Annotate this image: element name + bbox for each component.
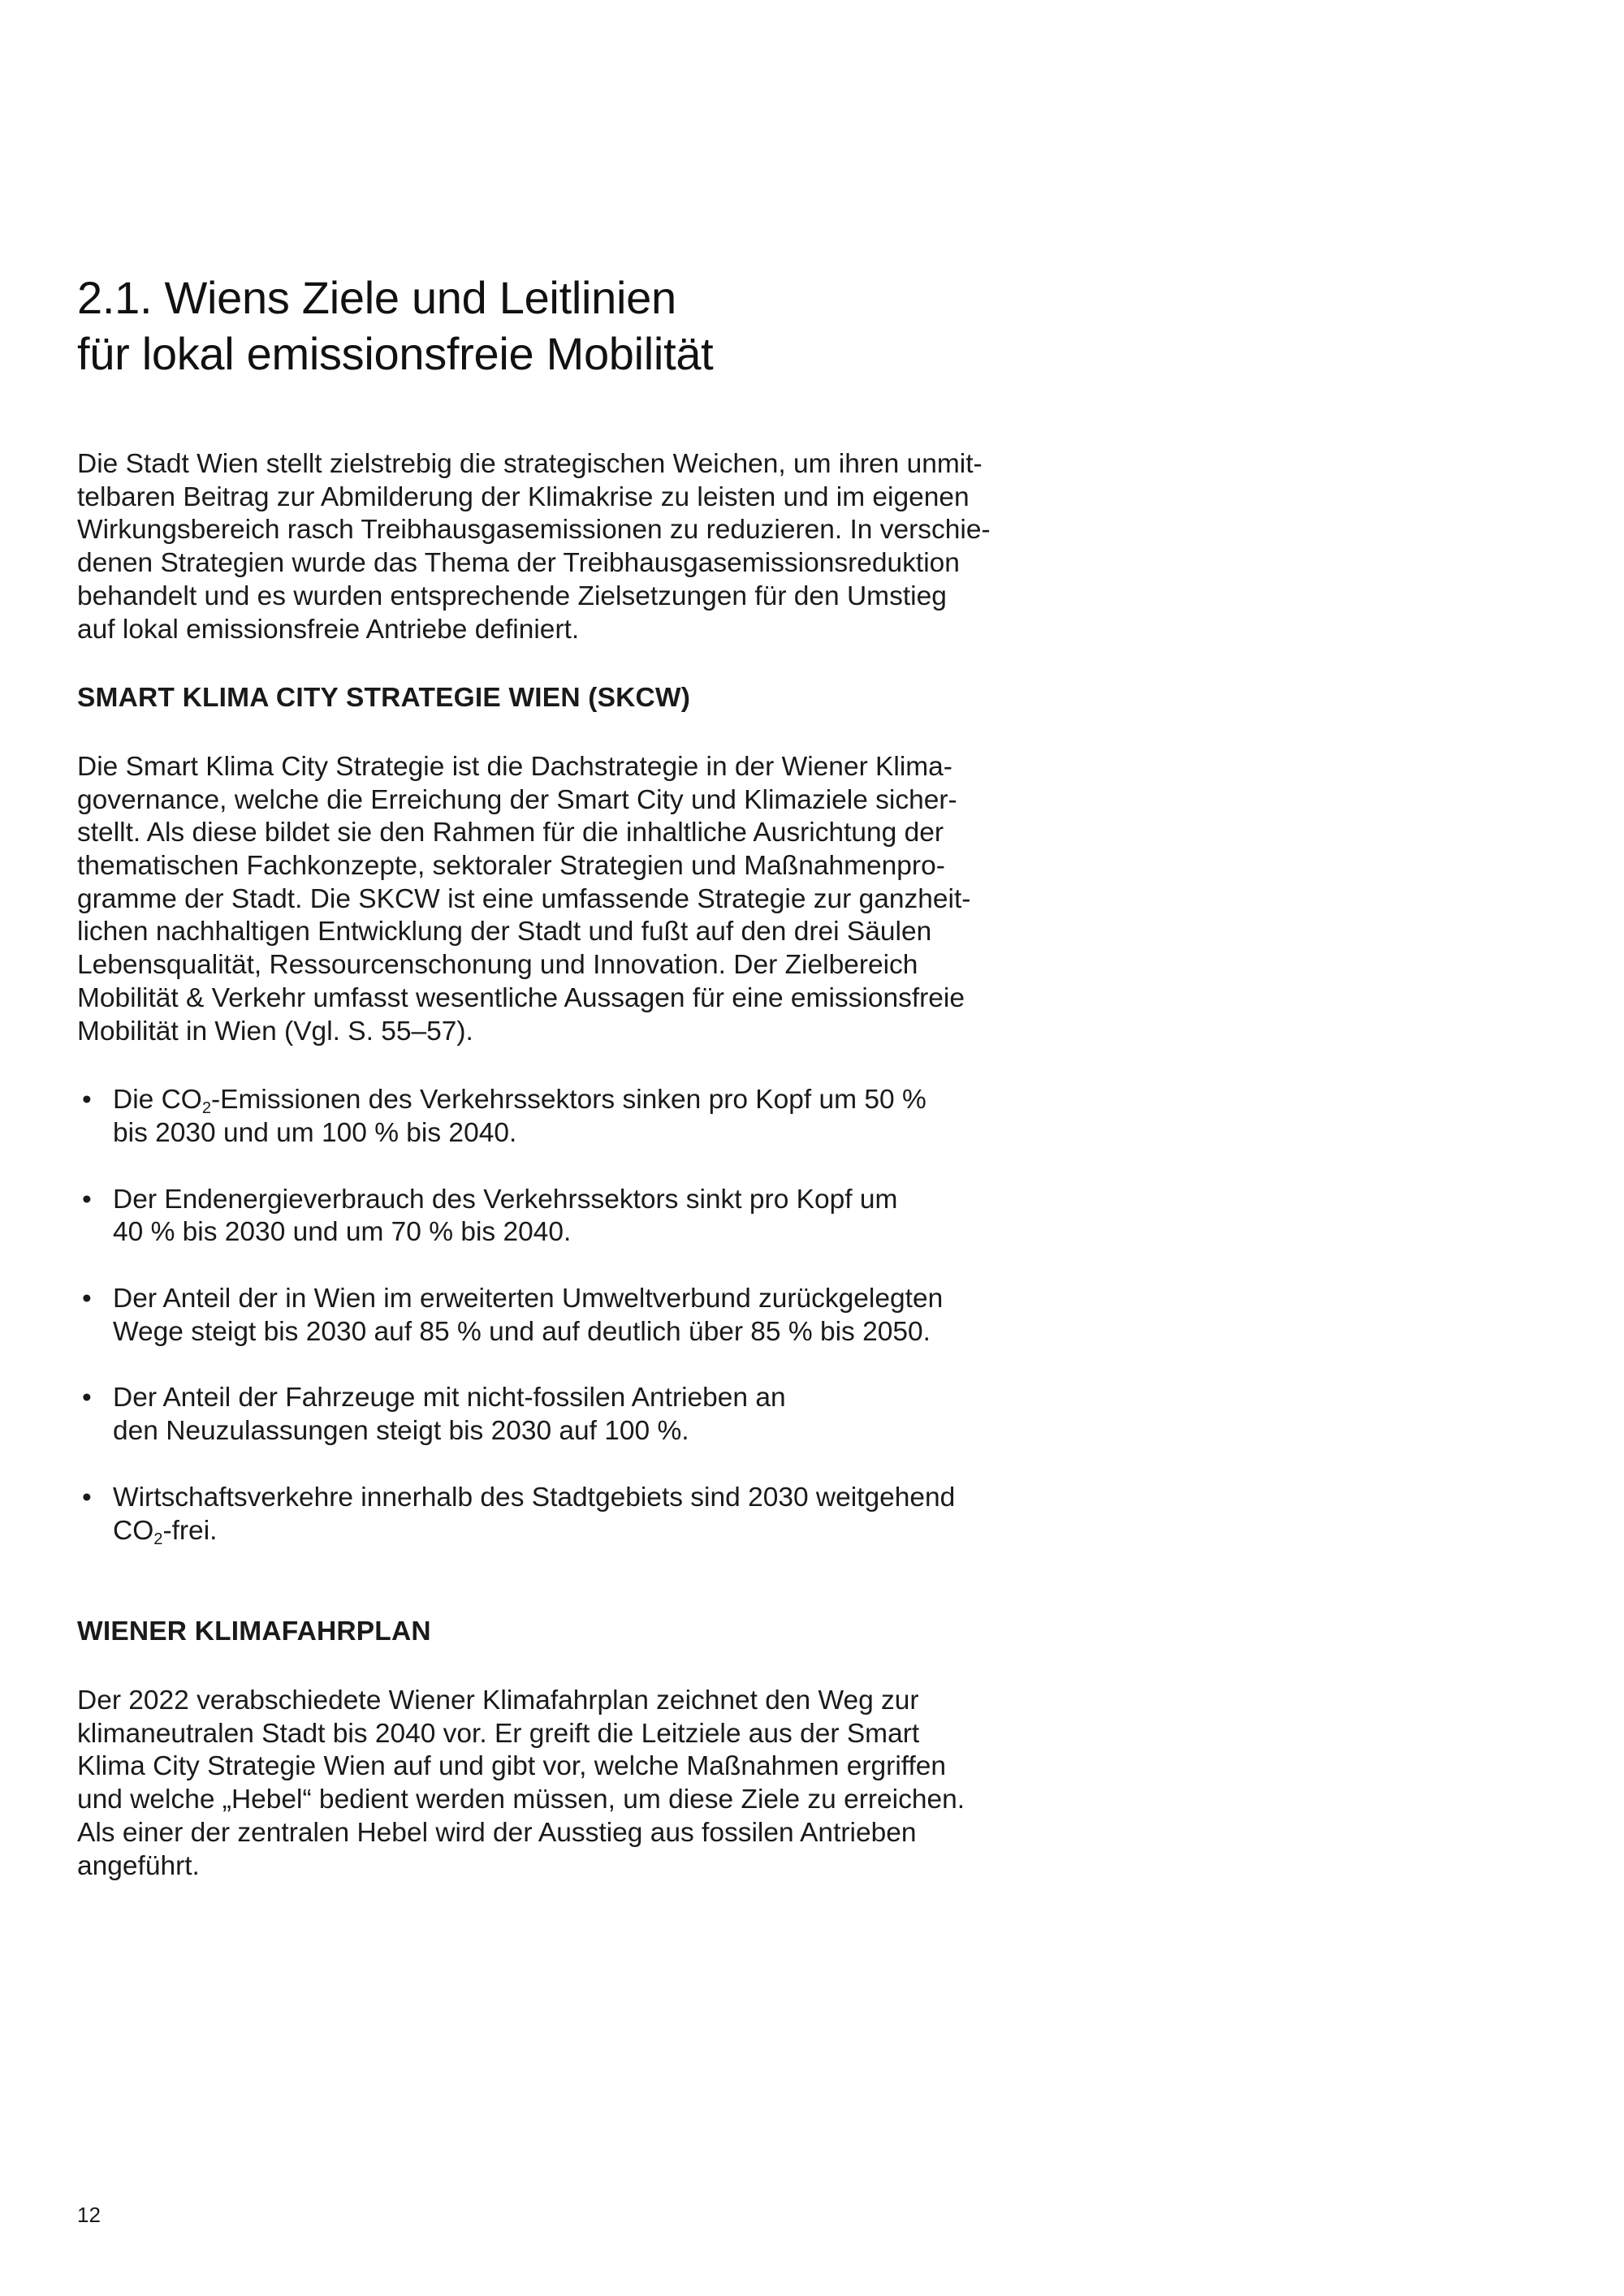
list-item-line: Wirtschaftsverkehre innerhalb des Stadtgebiets sind 2030 weitgehend [113, 1482, 956, 1513]
subscript: 2 [201, 1099, 212, 1118]
skcw-line: Die Smart Klima City Strategie ist die Dachstrategie in der Wiener Klima- [77, 751, 952, 782]
list-item-text: CO [113, 1515, 154, 1546]
bullet-icon: • [82, 1383, 92, 1413]
main-content [77, 448, 1019, 1883]
page-title-line-2: für lokal emissionsfreie Mobilität [77, 328, 714, 379]
bullet-icon: • [82, 1085, 92, 1116]
klimafahrplan-paragraph [77, 1685, 1019, 1883]
skcw-goals-list [77, 1084, 1019, 1547]
klimafahrplan-line: und welche „Hebel“ bedient werden müssen, um diese Ziele zu erreichen. [77, 1785, 965, 1815]
list-item-line: Der Anteil der in Wien im erweiterten Umweltverbund zurückgelegten [113, 1284, 944, 1314]
list-item [77, 1084, 1019, 1150]
klimafahrplan-line: Klima City Strategie Wien auf und gibt vor, welche Maßnahmen ergriffen [77, 1751, 947, 1782]
section-heading-skcw: SMART KLIMA CITY STRATEGIE WIEN (SKCW) [77, 683, 691, 714]
page-title-line-1: 2.1. Wiens Ziele und Leitlinien [77, 272, 676, 323]
list-item-line: Wege steigt bis 2030 auf 85 % und auf deutlich über 85 % bis 2050. [113, 1316, 931, 1347]
intro-line: telbaren Beitrag zur Abmilderung der Klimakrise zu leisten und im eigenen [77, 481, 970, 512]
list-item [77, 1382, 1019, 1448]
page-title [77, 270, 1295, 382]
intro-line: denen Strategien wurde das Thema der Treibhausgasemissionsreduktion [77, 548, 960, 579]
intro-line: auf lokal emissionsfreie Antriebe definiert. [77, 614, 580, 645]
list-item-line: den Neuzulassungen steigt bis 2030 auf 100 %. [113, 1416, 689, 1447]
skcw-line: Mobilität in Wien (Vgl. S. 55–57). [77, 1016, 473, 1047]
list-item-line: 40 % bis 2030 und um 70 % bis 2040. [113, 1217, 572, 1248]
klimafahrplan-line: angeführt. [77, 1850, 200, 1881]
list-item-line [113, 1084, 1019, 1117]
skcw-paragraph [77, 751, 1019, 1048]
section-heading-klimafahrplan: WIENER KLIMAFAHRPLAN [77, 1616, 431, 1647]
list-item-text: -frei. [162, 1515, 218, 1546]
intro-paragraph [77, 448, 1019, 646]
skcw-line: lichen nachhaltigen Entwicklung der Stadt und fußt auf den drei Säulen [77, 917, 932, 947]
subscript: 2 [153, 1530, 163, 1548]
list-item [77, 1184, 1019, 1249]
intro-line: Wirkungsbereich rasch Treibhausgasemissionen zu reduzieren. In verschie- [77, 515, 991, 546]
skcw-line: stellt. Als diese bildet sie den Rahmen für die inhaltliche Ausrichtung der [77, 818, 944, 848]
skcw-line: governance, welche die Erreichung der Smart City und Klimaziele sicher- [77, 784, 957, 815]
klimafahrplan-line: Als einer der zentralen Hebel wird der Ausstieg aus fossilen Antrieben [77, 1817, 917, 1848]
list-item-line [113, 1515, 1019, 1548]
list-item-line: bis 2030 und um 100 % bis 2040. [113, 1117, 517, 1148]
list-item-text: -Emissionen des Verkehrssektors sinken pro Kopf um 50 % [211, 1085, 926, 1116]
bullet-icon: • [82, 1482, 92, 1513]
skcw-line: Mobilität & Verkehr umfasst wesentliche Aussagen für eine emissionsfreie [77, 982, 965, 1013]
skcw-line: thematischen Fachkonzepte, sektoraler Strategien und Maßnahmenpro- [77, 851, 945, 882]
skcw-line: gramme der Stadt. Die SKCW ist eine umfassende Strategie zur ganzheit- [77, 883, 971, 914]
klimafahrplan-line: Der 2022 verabschiedete Wiener Klimafahrplan zeichnet den Weg zur [77, 1685, 919, 1716]
skcw-line: Lebensqualität, Ressourcenschonung und Innovation. Der Zielbereich [77, 950, 918, 981]
intro-line: behandelt und es wurden entsprechende Zielsetzungen für den Umstieg [77, 580, 947, 611]
bullet-icon: • [82, 1284, 92, 1314]
page-number: 12 [77, 2203, 101, 2227]
list-item-line: Der Endenergieverbrauch des Verkehrssektors sinkt pro Kopf um [113, 1184, 898, 1215]
klimafahrplan-line: klimaneutralen Stadt bis 2040 vor. Er greift die Leitziele aus der Smart [77, 1718, 920, 1749]
bullet-icon: • [82, 1184, 92, 1215]
list-item-text: Die CO [113, 1085, 202, 1116]
intro-line: Die Stadt Wien stellt zielstrebig die strategischen Weichen, um ihren unmit- [77, 449, 983, 479]
list-item [77, 1283, 1019, 1349]
list-item [77, 1482, 1019, 1547]
list-item-line: Der Anteil der Fahrzeuge mit nicht-fossilen Antrieben an [113, 1383, 786, 1413]
